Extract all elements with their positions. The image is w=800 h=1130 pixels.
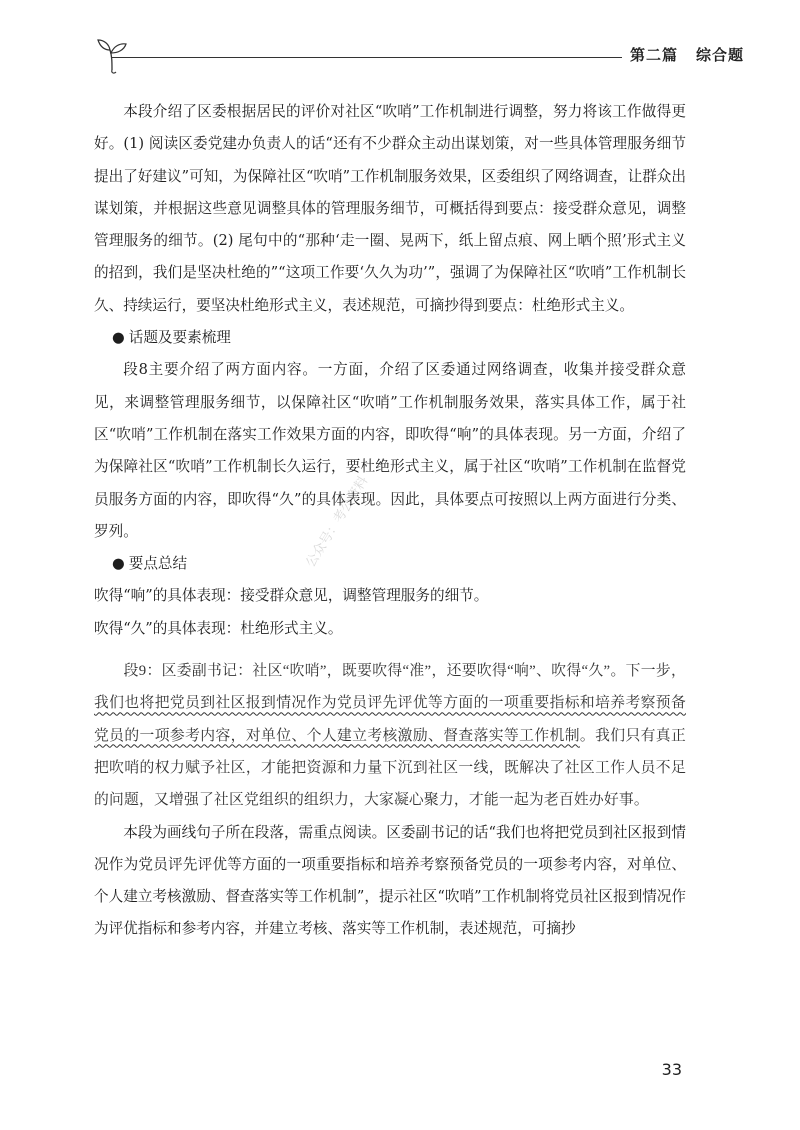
- summary-line-2: 吹得“久”的具体表现：杜绝形式主义。: [94, 619, 343, 637]
- bullet-summary: [94, 548, 686, 580]
- bullet-dot-icon: ●: [112, 329, 125, 347]
- bullet-summary-label: 要点总结: [128, 555, 188, 573]
- header-rule: [112, 57, 622, 58]
- watermark: 公众号：考公资料: [303, 473, 372, 571]
- analysis-paragraph-2: 段8主要介绍了两方面内容。一方面，介绍了区委通过网络调查，收集并接受群众意见，来调整管理服务细节，以保障社区“吹哨”工作机制服务效果，落实具体工作，属于社区“吹哨”工作机制在落实工作效果方面的内容，即吹得“响”的具体表现。另一方面，介绍了为保障社区“吹哨”工作机制长久运行，要杜绝形式主义，属于社区“吹哨”工作机制在监督党员服务方面的内容，即吹得“久”的具体表现。因此，具体要点可按照以上两方面进行分类、罗列。: [94, 361, 686, 540]
- header-title: [630, 44, 744, 65]
- source-paragraph-9: [94, 655, 686, 816]
- header-part: 第二篇: [629, 46, 678, 64]
- underlined-sentence: 我们也将把党员到社区报到情况作为党员评先评优等方面的一项重要指标和培养考察预备党员的一项参考内容，对单位、个人建立考核激励、督查落实等工作机制: [94, 695, 686, 744]
- quote-lead: 段9：区委副书记：社区“吹哨”，既要吹得“准”，还要吹得“响”、吹得“久”。下一步，: [123, 663, 686, 680]
- quote-tail: 。我们只有真正把吹哨的权力赋予社区，才能把资源和力量下沉到社区一线，既解决了社区工作人员不足的问题，又增强了社区党组织的组织力，大家凝心聚力，才能一起为老百姓办好事。: [94, 727, 686, 809]
- sprout-icon: [94, 36, 134, 76]
- analysis-paragraph-1: 本段介绍了区委根据居民的评价对社区“吹哨”工作机制进行调整，努力将该工作做得更好。(1) 阅读区委党建办负责人的话“还有不少群众主动出谋划策，对一些具体管理服务细节提出了好建议”可知，为保障社区“吹哨”工作机制服务效果，区委组织了网络调查，让群众出谋划策，并根据这些意见调整具体的管理服务细节，可概括得到要点：接受群众意见，调整管理服务的细节。(2) 尾句中的“那种‘走一圈、晃两下，纸上留点痕、网上晒个照’形式主义的招到，我们是坚决杜绝的”“这项工作要‘久久为功’”，强调了为保障社区“吹哨”工作机制长久、持续运行，要坚决杜绝形式主义，表述规范，可摘抄得到要点：杜绝形式主义。: [94, 103, 686, 314]
- page-number: 33: [661, 1060, 682, 1079]
- page-header: [94, 36, 744, 76]
- bullet-dot-icon: ●: [112, 555, 125, 573]
- summary-line-1: 吹得“响”的具体表现：接受群众意见，调整管理服务的细节。: [94, 587, 489, 605]
- bullet-topic-label: 话题及要素梳理: [128, 329, 231, 347]
- bullet-topic-elements: [94, 322, 686, 354]
- header-section: 综合题: [695, 46, 744, 64]
- analysis-paragraph-3: 本段为画线句子所在段落，需重点阅读。区委副书记的话“我们也将把党员到社区报到情况作为党员评先评优等方面的一项重要指标和培养考察预备党员的一项参考内容，对单位、个人建立考核激励、督查落实等工作机制”，提示社区“吹哨”工作机制将党员社区报到情况作为评优指标和参考内容，并建立考核、落实等工作机制，表述规范，可摘抄: [94, 823, 686, 938]
- page-content: [94, 96, 686, 946]
